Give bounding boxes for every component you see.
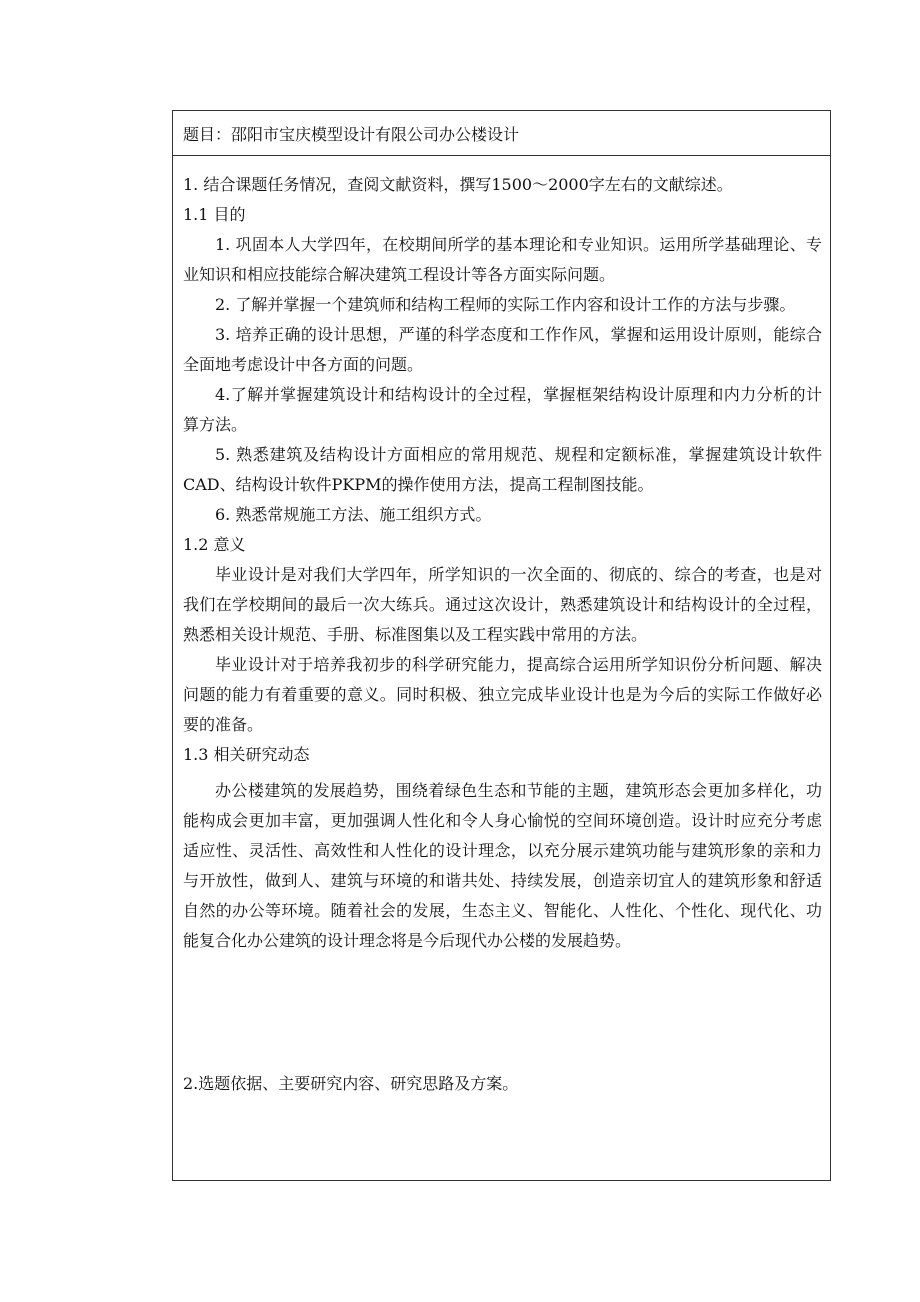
literature-review-section xyxy=(173,156,830,1099)
significance-paragraph-1: 毕业设计是对我们大学四年，所学知识的一次全面的、彻底的、综合的考查，也是对我们在学校期间的最后一次大练兵。通过这次设计，熟悉建筑设计和结构设计的全过程，熟悉相关设计规范、手册、标准图集以及工程实践中常用的方法。 xyxy=(183,565,822,644)
report-table xyxy=(172,110,831,1181)
research-heading: 1.3 相关研究动态 xyxy=(183,745,310,764)
purpose-item-2: 2. 了解并掌握一个建筑师和结构工程师的实际工作内容和设计工作的方法与步骤。 xyxy=(215,295,796,314)
blank-space xyxy=(183,956,822,1069)
title-row xyxy=(173,111,830,156)
significance-paragraph-2: 毕业设计对于培养我初步的科学研究能力，提高综合运用所学知识份分析问题、解决问题的能力有着重要的意义。同时积极、独立完成毕业设计也是为今后的实际工作做好必要的准备。 xyxy=(183,655,822,734)
purpose-item-6: 6. 熟悉常规施工方法、施工组织方式。 xyxy=(215,505,492,524)
section-1-heading: 1. 结合课题任务情况，查阅文献资料，撰写1500～2000字左右的文献综述。 xyxy=(183,175,733,194)
document-title: 邵阳市宝庆模型设计有限公司办公楼设计 xyxy=(231,125,520,144)
significance-heading: 1.2 意义 xyxy=(183,535,246,554)
research-paragraph: 办公楼建筑的发展趋势，围绕着绿色生态和节能的主题，建筑形态会更加多样化，功能构成会更加丰富，更加强调人性化和令人身心愉悦的空间环境创造。设计时应充分考虑适应性、灵活性、高效性和人性化的设计理念，以充分展示建筑功能与建筑形象的亲和力与开放性，做到人、建筑与环境的和谐共处、持续发展，创造亲切宜人的建筑形象和舒适自然的办公等环境。随着社会的发展，生态主义、智能化、人性化、个性化、现代化、功能复合化办公建筑的设计理念将是今后现代办公楼的发展趋势。 xyxy=(183,781,822,950)
title-label: 题目： xyxy=(183,125,232,144)
purpose-item-5: 5. 熟悉建筑及结构设计方面相应的常用规范、规程和定额标准，掌握建筑设计软件CAD、结构设计软件PKPM的操作使用方法，提高工程制图技能。 xyxy=(183,445,822,494)
section-2-heading: 2.选题依据、主要研究内容、研究思路及方案。 xyxy=(183,1074,519,1093)
purpose-item-3: 3. 培养正确的设计思想，严谨的科学态度和工作作风，掌握和运用设计原则，能综合全面地考虑设计中各方面的问题。 xyxy=(183,325,822,374)
purpose-heading: 1.1 目的 xyxy=(183,205,246,224)
purpose-item-1: 1. 巩固本人大学四年，在校期间所学的基本理论和专业知识。运用所学基础理论、专业知识和相应技能综合解决建筑工程设计等各方面实际问题。 xyxy=(183,235,822,284)
purpose-item-4: 4.了解并掌握建筑设计和结构设计的全过程，掌握框架结构设计原理和内力分析的计算方法。 xyxy=(183,385,822,434)
